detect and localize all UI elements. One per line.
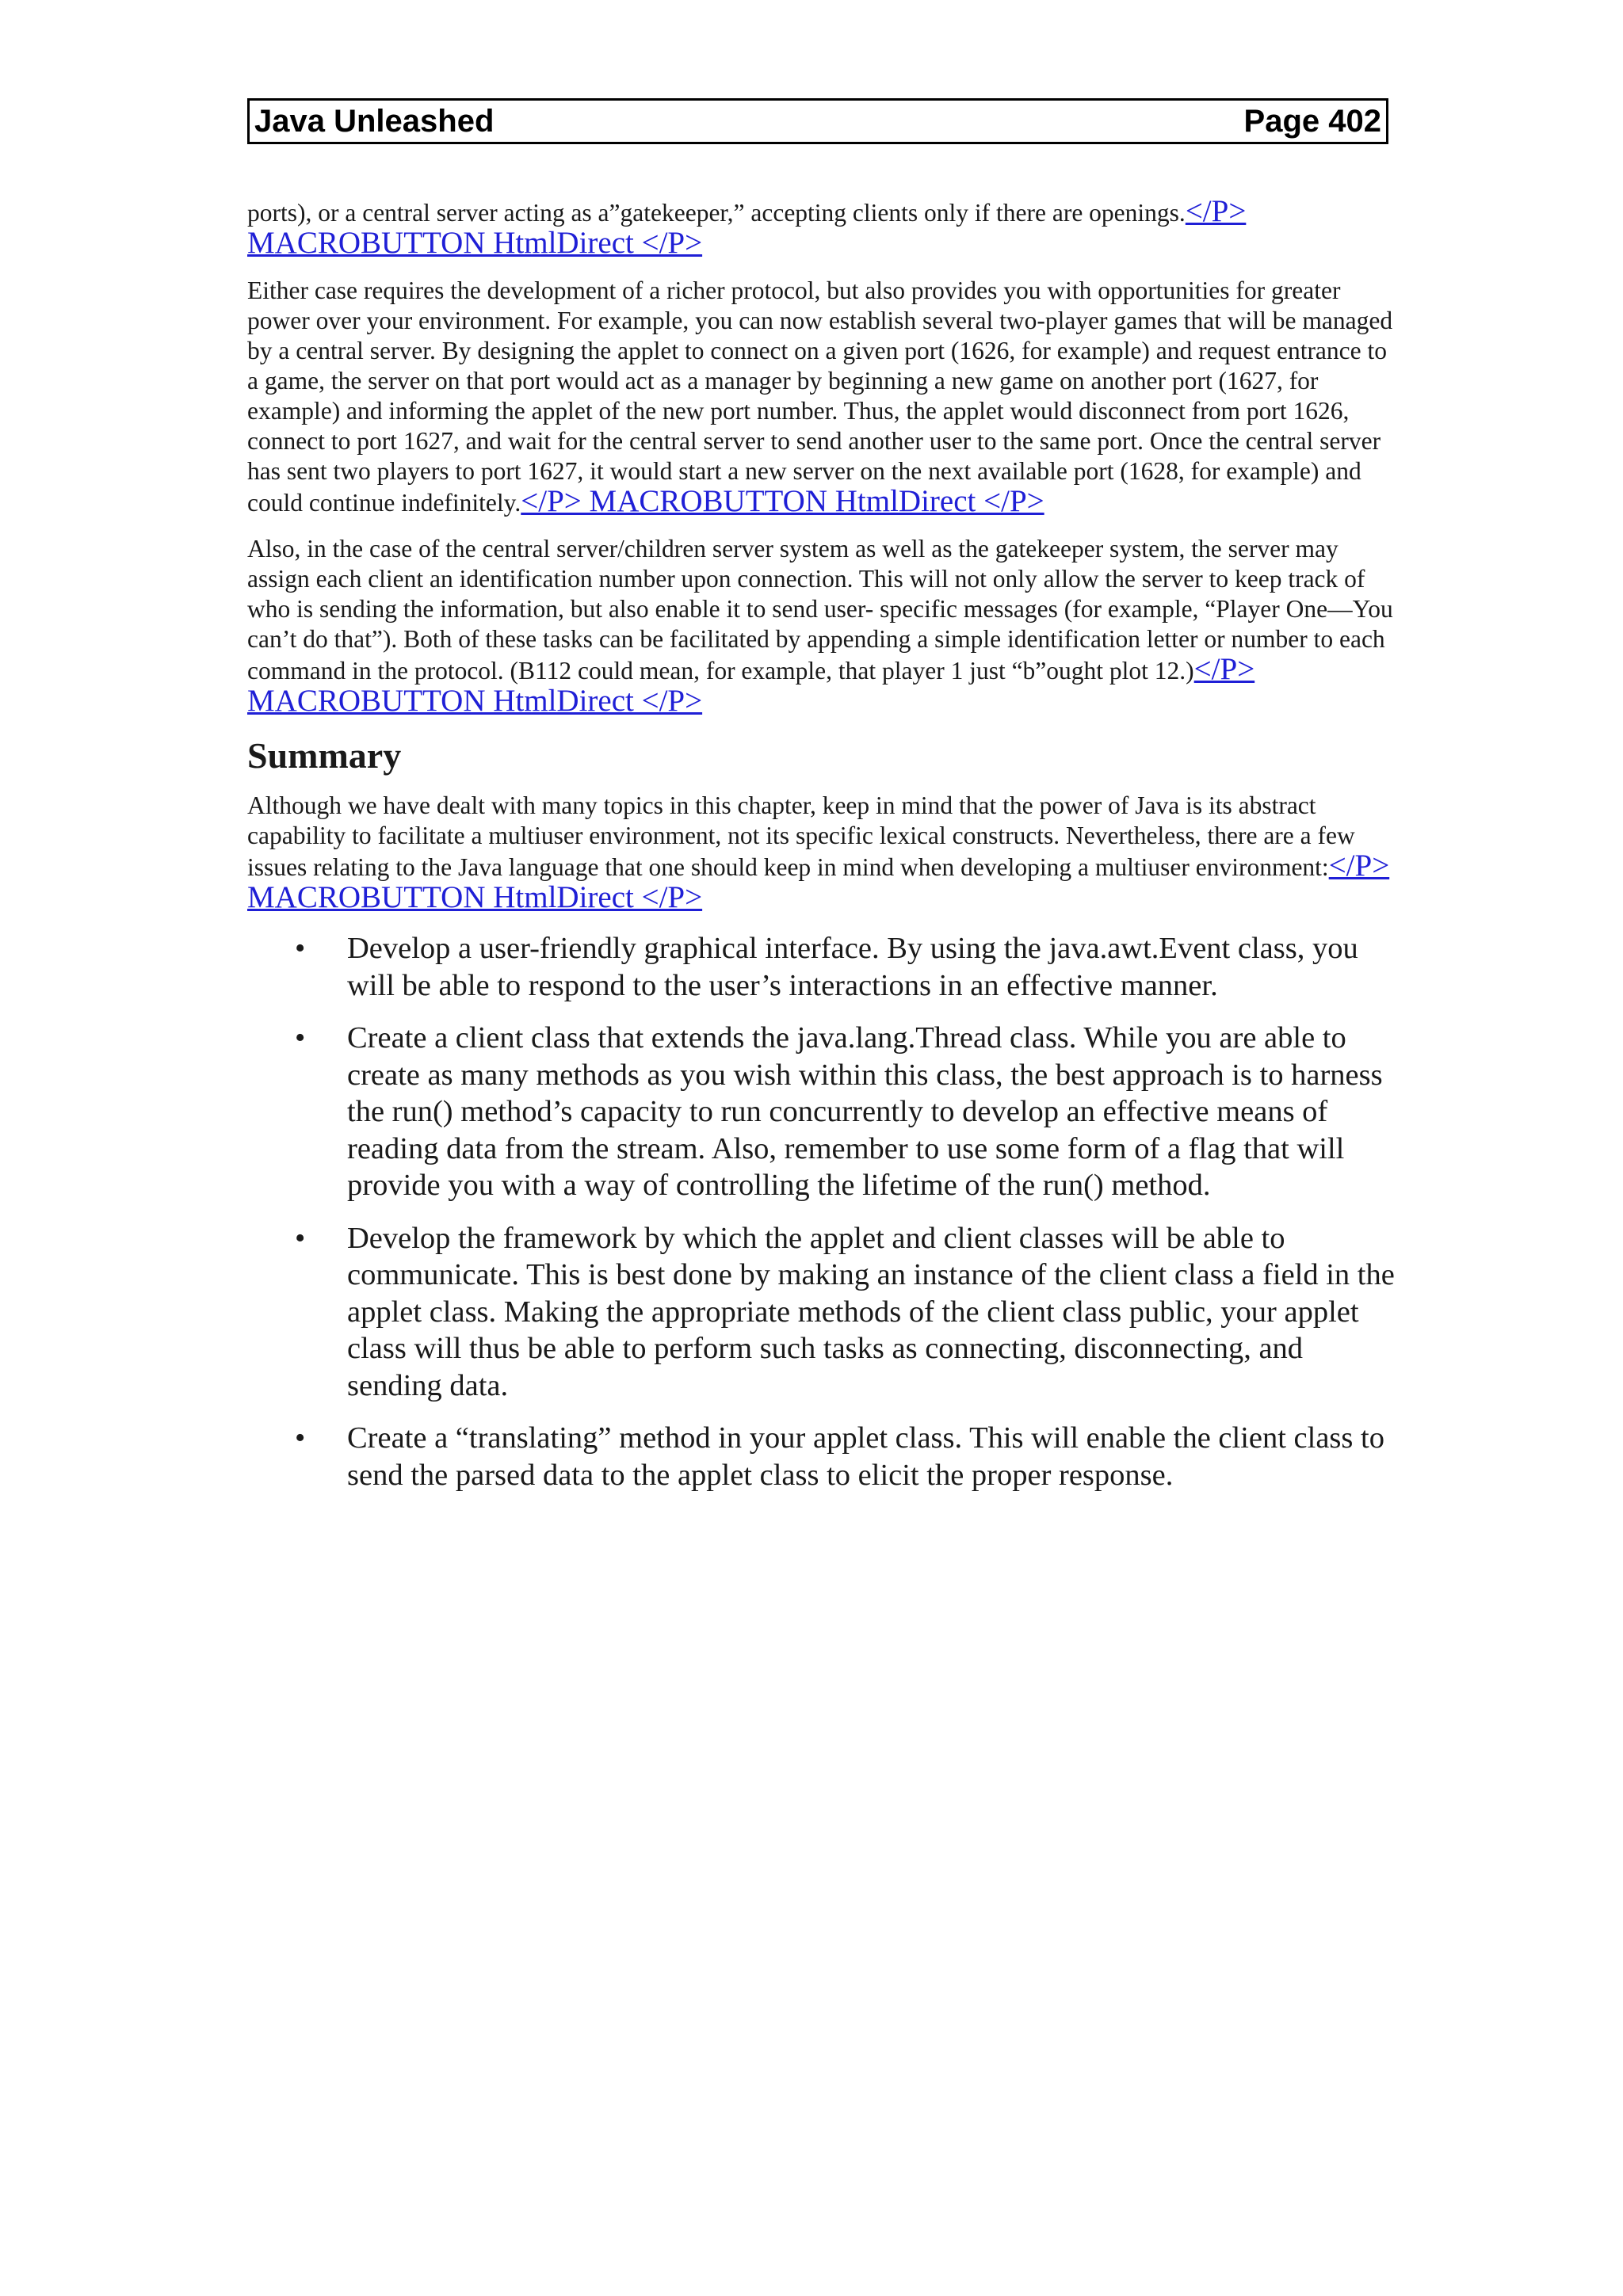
summary-heading: Summary	[247, 735, 402, 776]
paragraph-identification	[247, 534, 1396, 718]
list-item	[247, 930, 1396, 1004]
list-item-text: Create a client class that extends the java.lang.Thread class. While you are able to create as many methods as you wish within this class, the best approach is to harness the run() method’s capacity to run concurrently to develop an effective means of reading data from the stream. Also, remember to use some form of a flag that will provide you with a way of controlling the lifetime of the run() method.	[347, 1021, 1383, 1202]
macrobutton-link[interactable]: </P> MACROBUTTON HtmlDirect </P>	[521, 484, 1044, 518]
page-content	[247, 196, 1396, 1509]
macrobutton-link[interactable]: </P> MACROBUTTON HtmlDirect </P>	[247, 849, 1390, 914]
list-item-text: Develop the framework by which the applet and client classes will be able to communicate. This is best done by making an instance of the client class a field in the applet class. Making the appropriate methods of the client class public, your applet class will thus be able to perform such tasks as connecting, disconnecting, and sending data.	[347, 1221, 1395, 1402]
paragraph-protocol	[247, 276, 1396, 518]
summary-bullet-list	[247, 930, 1396, 1493]
paragraph-text: Either case requires the development of a richer protocol, but also provides you with opportunities for greater power over your environment. For example, you can now establish several two-player games that will be managed by a central server. By designing the applet to connect on a given port (1626, for example) and request entrance to a game, the server on that port would act as a manager by beginning a new game on another port (1627, for example) and informing the applet of the new port number. Thus, the applet would disconnect from port 1626, connect to port 1627, and wait for the central server to send another user to the same port. Once the central server has sent two players to port 1627, it would start a new server on the next available port (1628, for example) and could continue indefinitely.	[247, 277, 1393, 517]
paragraph-text: Also, in the case of the central server/children server system as well as the gatekeeper system, the server may assign each client an identification number upon connection. This will not only allow the server to keep track of who is sending the information, but also enable it to send user- specific messages (for example, “Player One—You can’t do that”). Both of these tasks can be facilitated by appending a simple identification letter or number to each command in the protocol. (B112 could mean, for example, that player 1 just “b”ought plot 12.)	[247, 535, 1393, 685]
list-item-text: Create a “translating” method in your applet class. This will enable the client class to send the parsed data to the applet class to elicit the proper response.	[347, 1421, 1384, 1492]
paragraph-text: ports), or a central server acting as a”gatekeeper,” accepting clients only if there are openings.	[247, 199, 1186, 227]
list-item-text: Develop a user-friendly graphical interface. By using the java.awt.Event class, you will be able to respond to the user’s interactions in an effective manner.	[347, 932, 1358, 1002]
list-item	[247, 1020, 1396, 1204]
bullet-icon: •	[295, 1421, 306, 1455]
macrobutton-link[interactable]: </P> MACROBUTTON HtmlDirect </P>	[247, 194, 1247, 260]
macrobutton-link[interactable]: </P> MACROBUTTON HtmlDirect </P>	[247, 652, 1255, 718]
bullet-icon: •	[295, 1021, 306, 1055]
book-title: Java Unleashed	[254, 103, 495, 139]
bullet-icon: •	[295, 1221, 306, 1255]
bullet-icon: •	[295, 932, 306, 965]
summary-intro	[247, 791, 1396, 914]
paragraph-text: Although we have dealt with many topics in this chapter, keep in mind that the power of Java is its abstract capability to facilitate a multiuser environment, not its specific lexical constructs. Nevertheless, there are a few issues relating to the Java language that one should keep in mind when developing a multiuser environment:	[247, 791, 1355, 881]
page-header	[247, 98, 1388, 144]
paragraph-gatekeeper	[247, 196, 1396, 260]
page-number: Page 402	[1243, 103, 1381, 139]
list-item	[247, 1220, 1396, 1405]
list-item	[247, 1420, 1396, 1493]
